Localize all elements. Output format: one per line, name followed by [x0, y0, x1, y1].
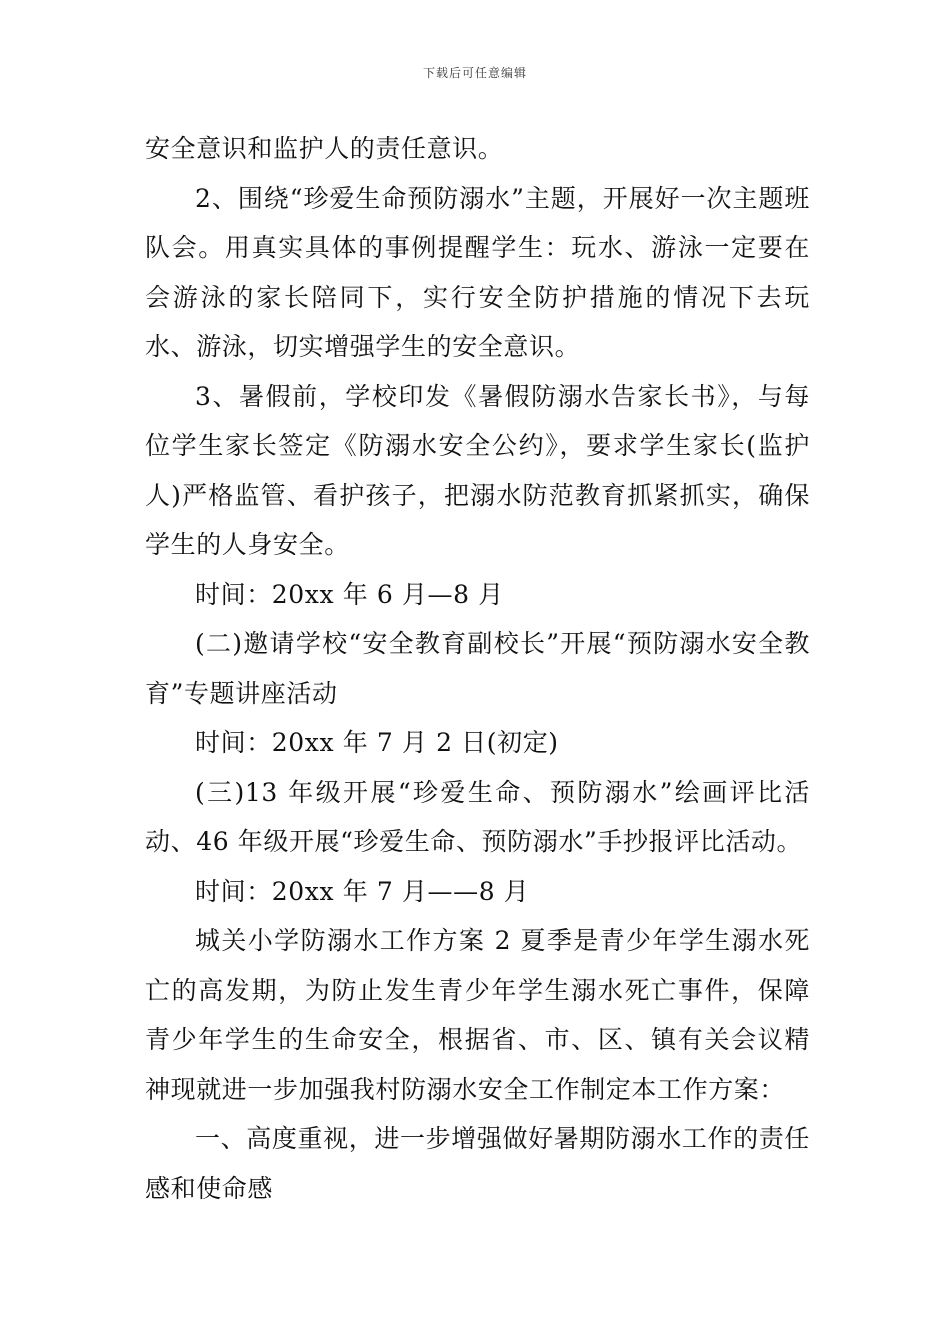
paragraph-5: (二)邀请学校“安全教育副校长”开展“预防溺水安全教育”专题讲座活动 — [145, 629, 810, 708]
header-note: 下载后可任意编辑 — [422, 66, 527, 80]
paragraph-2: 2、围绕“珍爱生命预防溺水”主题，开展好一次主题班队会。用真实具体的事例提醒学生：玩水、游泳一定要在会游泳的家长陪同下，实行安全防护措施的情况下去玩水、游泳，切实增强学生的安全意识。 — [145, 183, 810, 361]
document-body — [145, 124, 810, 1213]
paragraph-9: 城关小学防溺水工作方案 2 夏季是青少年学生溺水死亡的高发期，为防止发生青少年学生溺水死亡事件，保障青少年学生的生命安全，根据省、市、区、镇有关会议精神现就进一步加强我村防溺水安全工作制定本工作方案： — [145, 926, 810, 1104]
paragraph-7: (三)13 年级开展“珍爱生命、预防溺水”绘画评比活动、46 年级开展“珍爱生命、预防溺水”手抄报评比活动。 — [145, 777, 810, 856]
paragraph-3: 3、暑假前，学校印发《暑假防溺水告家长书》，与每位学生家长签定《防溺水安全公约》，要求学生家长(监护人)严格监管、看护孩子，把溺水防范教育抓紧抓实，确保学生的人身安全。 — [145, 381, 810, 559]
paragraph-6: 时间：20xx 年 7 月 2 日(初定) — [195, 728, 559, 757]
paragraph-4: 时间：20xx 年 6 月—8 月 — [195, 579, 504, 609]
paragraph-8: 时间：20xx 年 7 月——8 月 — [195, 876, 530, 906]
paragraph-1: 安全意识和监护人的责任意识。 — [145, 134, 504, 163]
paragraph-10: 一、高度重视，进一步增强做好暑期防溺水工作的责任感和使命感 — [145, 1124, 810, 1203]
